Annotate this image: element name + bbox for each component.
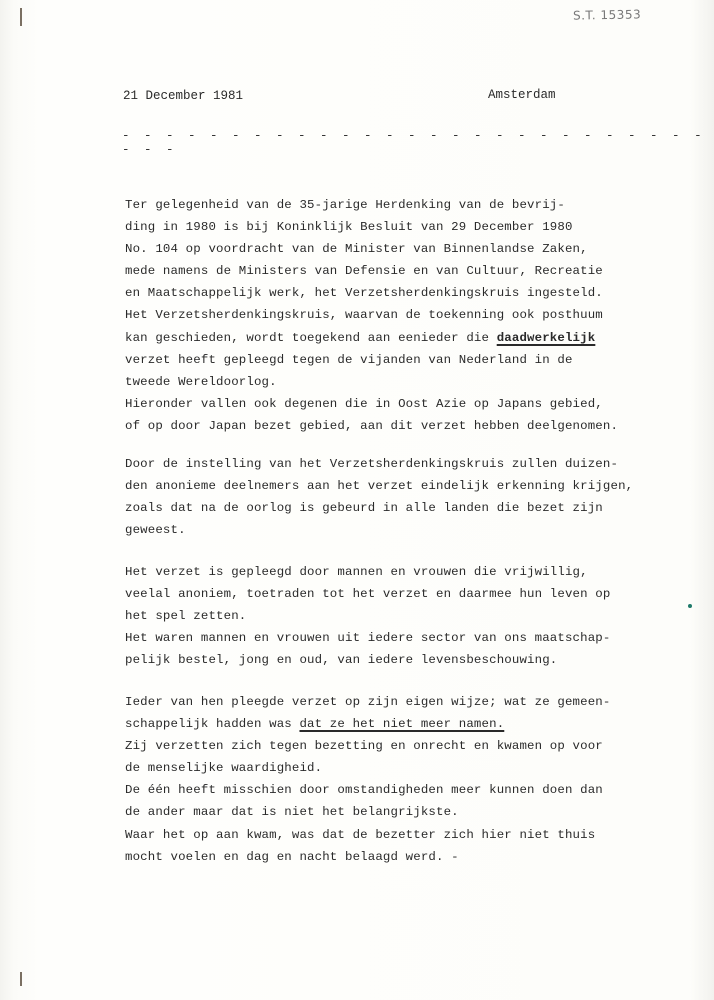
text-line: Het Verzetsherdenkingskruis, waarvan de toekenning ook posthuum	[125, 308, 603, 323]
text-line: het spel zetten.	[125, 609, 247, 624]
text-line: ding in 1980 is bij Koninklijk Besluit van 29 December 1980	[125, 220, 573, 235]
text-line: Waar het op aan kwam, was dat de bezetter zich hier niet thuis	[125, 827, 596, 842]
text-line: Ter gelegenheid van de 35-jarige Herdenking van de bevrij-	[125, 198, 565, 212]
text-line: Zij verzetten zich tegen bezetting en onrecht en kwamen op voor	[125, 739, 603, 754]
staple-mark	[20, 972, 22, 986]
text-line: Het waren mannen en vrouwen uit iedere sector van ons maatschap-	[125, 631, 611, 646]
text-line: zoals dat na de oorlog is gebeurd in alle landen die bezet zijn	[125, 501, 603, 516]
text-line: Door de instelling van het Verzetsherdenkingskruis zullen duizen-	[125, 457, 619, 471]
paragraph-1	[125, 194, 685, 437]
underlined-emphasis: daadwerkelijk	[496, 330, 596, 345]
staple-mark	[20, 8, 22, 26]
text-line: mocht voelen en dag en nacht belaagd werd. -	[125, 849, 459, 864]
paragraph-3	[125, 561, 685, 671]
text-line: pelijk bestel, jong en oud, van iedere levensbeschouwing.	[125, 653, 558, 668]
paragraph-4	[125, 691, 685, 868]
text-line: of op door Japan bezet gebied, aan dit verzet hebben deelgenomen.	[125, 418, 619, 433]
dashed-separator: - - - - - - - - - - - - - - - - - - - - - - - - - - - - - -	[122, 129, 706, 157]
text-line: de menselijke waardigheid.	[125, 761, 323, 776]
text-line: kan geschieden, wordt toegekend aan eenieder die daadwerkelijk	[125, 330, 596, 345]
text-line: schappelijk hadden was dat ze het niet meer namen.	[125, 717, 505, 732]
text-line: geweest.	[125, 523, 186, 538]
archive-number: S.T. 15353	[572, 7, 642, 23]
text-line: den anonieme deelnemers aan het verzet eindelijk erkenning krijgen,	[125, 479, 634, 494]
text-line: De één heeft misschien door omstandigheden meer kunnen doen dan	[125, 783, 603, 798]
text-line: mede namens de Ministers van Defensie en van Cultuur, Recreatie	[125, 264, 603, 279]
underlined-emphasis: dat ze het niet meer namen.	[299, 717, 505, 732]
text-line: Het verzet is gepleegd door mannen en vrouwen die vrijwillig,	[125, 565, 588, 579]
text-line: tweede Wereldoorlog.	[125, 374, 277, 389]
text-line: verzet heeft gepleegd tegen de vijanden van Nederland in de	[125, 352, 573, 367]
text-line: en Maatschappelijk werk, het Verzetsherdenkingskruis ingesteld.	[125, 286, 603, 301]
text-line: Hieronder vallen ook degenen die in Oost Azie op Japans gebied,	[125, 396, 603, 411]
text-line: de ander maar dat is niet het belangrijkste.	[125, 805, 459, 820]
text-line: veelal anoniem, toetraden tot het verzet en daarmee hun leven op	[125, 587, 611, 602]
text-line: Ieder van hen pleegde verzet op zijn eigen wijze; wat ze gemeen-	[125, 695, 611, 709]
letter-date: 21 December 1981	[123, 89, 244, 103]
text-line: No. 104 op voordracht van de Minister van Binnenlandse Zaken,	[125, 242, 588, 257]
letter-place: Amsterdam	[488, 88, 556, 102]
ink-dot	[688, 604, 692, 608]
paragraph-2	[125, 453, 685, 541]
